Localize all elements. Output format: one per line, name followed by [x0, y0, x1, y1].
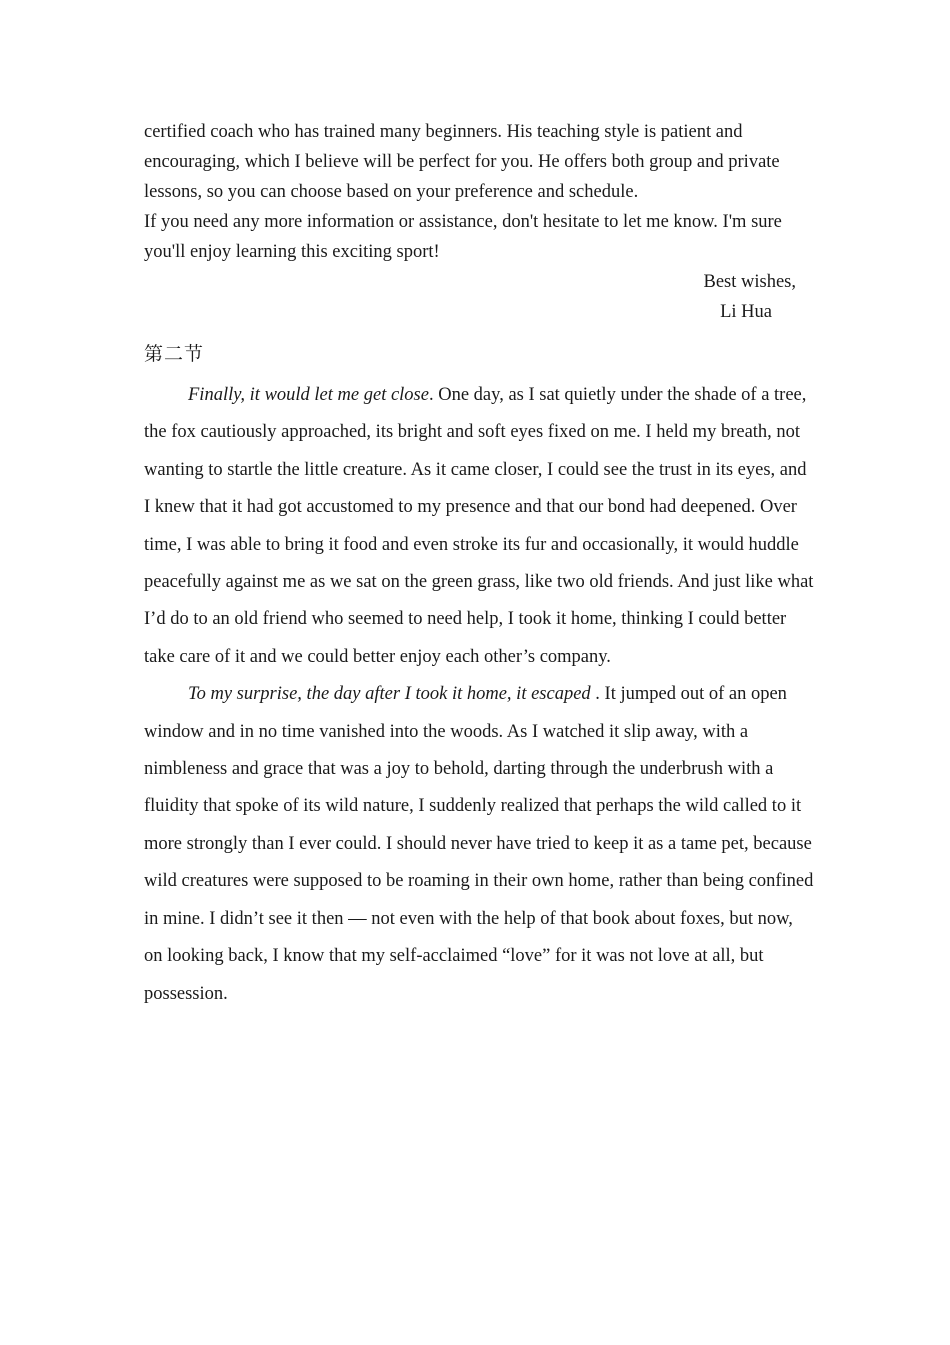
letter-closing: Best wishes, [703, 272, 796, 292]
page-content [144, 117, 816, 1013]
letter-paragraph: If you need any more information or assistance, don't hesitate to let me know. I'm sure you'll enjoy learning this exciting sport! [144, 212, 782, 262]
story [144, 377, 816, 1013]
story-paragraph-text: . It jumped out of an open window and in no time vanished into the woods. As I watched it slip away, with a nimbleness and grace that was a joy to behold, darting through the underbrush with a fluidity that spoke of its wild nature, I suddenly realized that perhaps the wild called to it more strongly than I ever could. I should never have tried to keep it as a tame pet, because wild creatures were supposed to be roaming in their own home, rather than being confined in mine. I didn’t see it then — not even with the help of that book about foxes, but now, on looking back, I know that my self-acclaimed “love” for it was not love at all, but possession. [144, 684, 814, 1004]
story-opening-sentence: Finally, it would let me get close [188, 385, 429, 405]
section-heading: 第二节 [144, 343, 205, 365]
letter-paragraph: certified coach who has trained many beginners. His teaching style is patient and encouraging, which I believe will be perfect for you. He offers both group and private lessons, so you can choose based on your preference and schedule. [144, 122, 780, 202]
letter-signature: Li Hua [720, 302, 772, 322]
story-paragraph-text: . One day, as I sat quietly under the shade of a tree, the fox cautiously approached, its bright and soft eyes fixed on me. I held my breath, not wanting to startle the little creature. As it came closer, I could see the trust in its eyes, and I knew that it had got accustomed to my presence and that our bond had deepened. Over time, I was able to bring it food and even stroke its fur and occasionally, it would huddle peacefully against me as we sat on the green grass, like two old friends. And just like what I’d do to an old friend who seemed to need help, I took it home, thinking I could better take care of it and we could better enjoy each other’s company. [144, 385, 814, 667]
story-opening-sentence: To my surprise, the day after I took it home, it escaped [188, 684, 591, 705]
story-paragraph-2 [144, 676, 816, 1013]
letter [144, 117, 816, 327]
story-paragraph-1 [144, 377, 816, 676]
letter-signoff [144, 267, 816, 327]
